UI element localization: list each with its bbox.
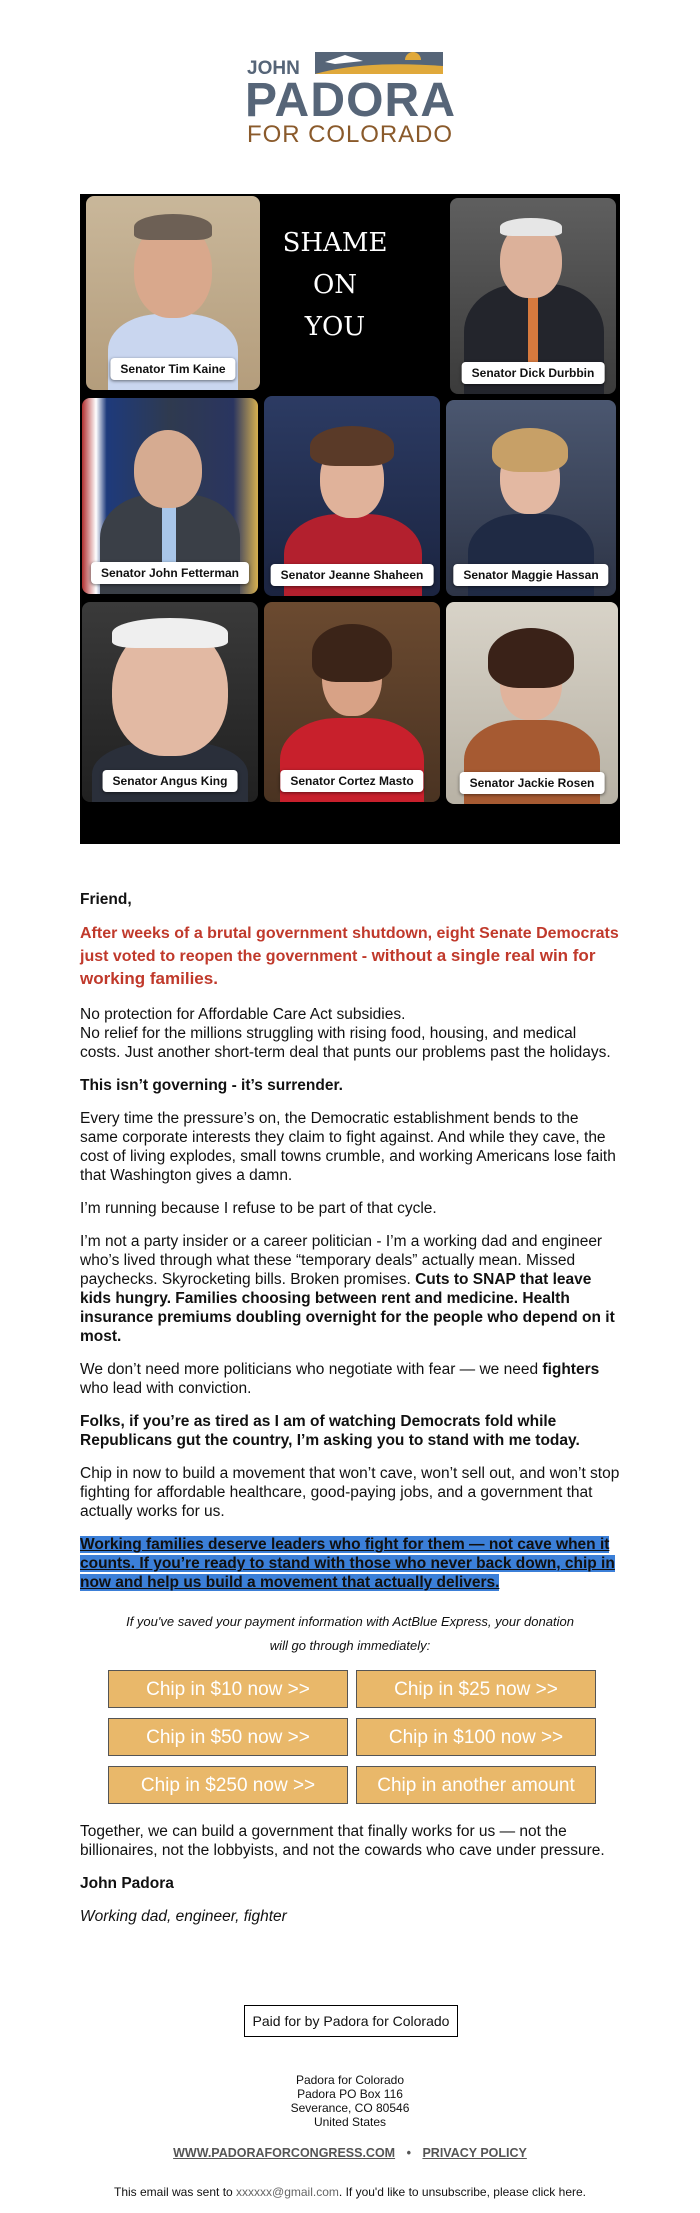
- caption-dick-durbin: Senator Dick Durbbin: [462, 362, 605, 384]
- paragraph-closing: Together, we can build a government that finally works for us — not the billionaires, not the lobbyists, and not the cowards who cave under pressure.: [80, 1823, 605, 1859]
- paragraph-running: I’m running because I refuse to be part of that cycle.: [80, 1200, 437, 1217]
- logo-first-name: JOHN: [247, 58, 300, 79]
- paragraph-establishment: Every time the pressure’s on, the Democratic establishment bends to the same corporate interests they claim to fight against. And while they cave, the cost of living explodes, small towns crumble, and working Americans lose faith that Washington gives a damn.: [80, 1110, 616, 1184]
- photo-cortez-masto: [264, 602, 440, 802]
- actblue-note: If you've saved your payment information with ActBlue Express, your donation will go through immediately:: [126, 1614, 574, 1653]
- photo-jeanne-shaheen: [264, 396, 440, 596]
- campaign-logo: [0, 46, 700, 146]
- lead-paragraph: After weeks of a brutal government shutdown, eight Senate Democrats just voted to reopen the government - without a single real win for working families.: [80, 925, 619, 988]
- caption-maggie-hassan: Senator Maggie Hassan: [453, 564, 608, 586]
- donate-25-button[interactable]: Chip in $25 now >>: [356, 1670, 596, 1708]
- caption-tim-kaine: Senator Tim Kaine: [110, 358, 235, 380]
- donate-50-button[interactable]: Chip in $50 now >>: [108, 1718, 348, 1756]
- highlight-donate-link[interactable]: Working families deserve leaders who fight for them — not cave when it counts. If you’re ready to stand with those who never back down, chip in now and help us build a movement that actually delivers.: [80, 1536, 615, 1591]
- paid-for-box: Paid for by Padora for Colorado: [244, 2005, 458, 2037]
- paragraph-surrender: This isn’t governing - it’s surrender.: [80, 1077, 343, 1094]
- recipient-email: xxxxxx@gmail.com: [236, 2185, 339, 2199]
- caption-jeanne-shaheen: Senator Jeanne Shaheen: [271, 564, 434, 586]
- mailing-address: Padora for Colorado Padora PO Box 116 Severance, CO 80546 United States: [290, 2073, 410, 2129]
- photo-dick-durbin: [450, 198, 616, 394]
- logo-tagline: FOR COLORADO: [247, 121, 452, 146]
- paragraph-fighters: We don’t need more politicians who negotiate with fear — we need fighters who lead with conviction.: [80, 1361, 600, 1397]
- signature-title: Working dad, engineer, fighter: [80, 1908, 287, 1925]
- paragraph-no-protection: No protection for Affordable Care Act subsidies. No relief for the millions struggling with rising food, housing, and medical costs. Just another short-term deal that punts our problems past the holidays.: [80, 1006, 611, 1061]
- website-link[interactable]: WWW.PADORAFORCONGRESS.COM: [173, 2146, 396, 2160]
- donate-100-button[interactable]: Chip in $100 now >>: [356, 1718, 596, 1756]
- unsubscribe-text[interactable]: . If you'd like to unsubscribe, please click here.: [338, 2185, 586, 2199]
- footer-links: [0, 2146, 700, 2160]
- paragraph-ask: Folks, if you’re as tired as I am of watching Democrats fold while Republicans gut the country, I’m asking you to stand with me today.: [80, 1413, 580, 1449]
- caption-jackie-rosen: Senator Jackie Rosen: [460, 772, 605, 794]
- senators-collage: [80, 194, 620, 844]
- link-separator: •: [406, 2146, 411, 2160]
- donate-10-button[interactable]: Chip in $10 now >>: [108, 1670, 348, 1708]
- photo-tim-kaine: [86, 196, 260, 390]
- donation-buttons: [108, 1670, 620, 1804]
- caption-cortez-masto: Senator Cortez Masto: [280, 770, 423, 792]
- donate-other-amount-button[interactable]: Chip in another amount: [356, 1766, 596, 1804]
- photo-jackie-rosen: [446, 602, 618, 804]
- caption-angus-king: Senator Angus King: [103, 770, 238, 792]
- donate-250-button[interactable]: Chip in $250 now >>: [108, 1766, 348, 1804]
- unsubscribe-line: This email was sent to xxxxxx@gmail.com. If you'd like to unsubscribe, please click here.: [113, 2185, 586, 2199]
- photo-maggie-hassan: [446, 400, 616, 596]
- caption-john-fetterman: Senator John Fetterman: [91, 562, 249, 584]
- greeting: Friend,: [80, 891, 132, 908]
- shame-on-you-text: SHAME ON YOU: [282, 228, 388, 342]
- logo-graphic: [245, 46, 455, 146]
- email-body: [80, 890, 620, 1940]
- privacy-policy-link[interactable]: PRIVACY POLICY: [422, 2146, 527, 2160]
- paragraph-working-dad: I’m not a party insider or a career politician - I’m a working dad and engineer who’s lived through what these “temporary deals” actually mean. Missed paychecks. Skyrocketing bills. Broken promises. Cuts to SNAP that leave kids hungry. Families choosing between rent and medicine. Health insurance premiums doubling overnight for the people who depend on it most.: [80, 1233, 615, 1345]
- logo-last-name: PADORA: [245, 74, 455, 127]
- photo-angus-king: [82, 602, 258, 802]
- photo-john-fetterman: [82, 398, 258, 594]
- highlight-paragraph[interactable]: [80, 1535, 620, 1592]
- paragraph-chip-in: Chip in now to build a movement that won’t cave, won’t sell out, and won’t stop fighting for affordable healthcare, good-paying jobs, and a government that actually works for us.: [80, 1465, 620, 1520]
- signature-name: John Padora: [80, 1875, 174, 1892]
